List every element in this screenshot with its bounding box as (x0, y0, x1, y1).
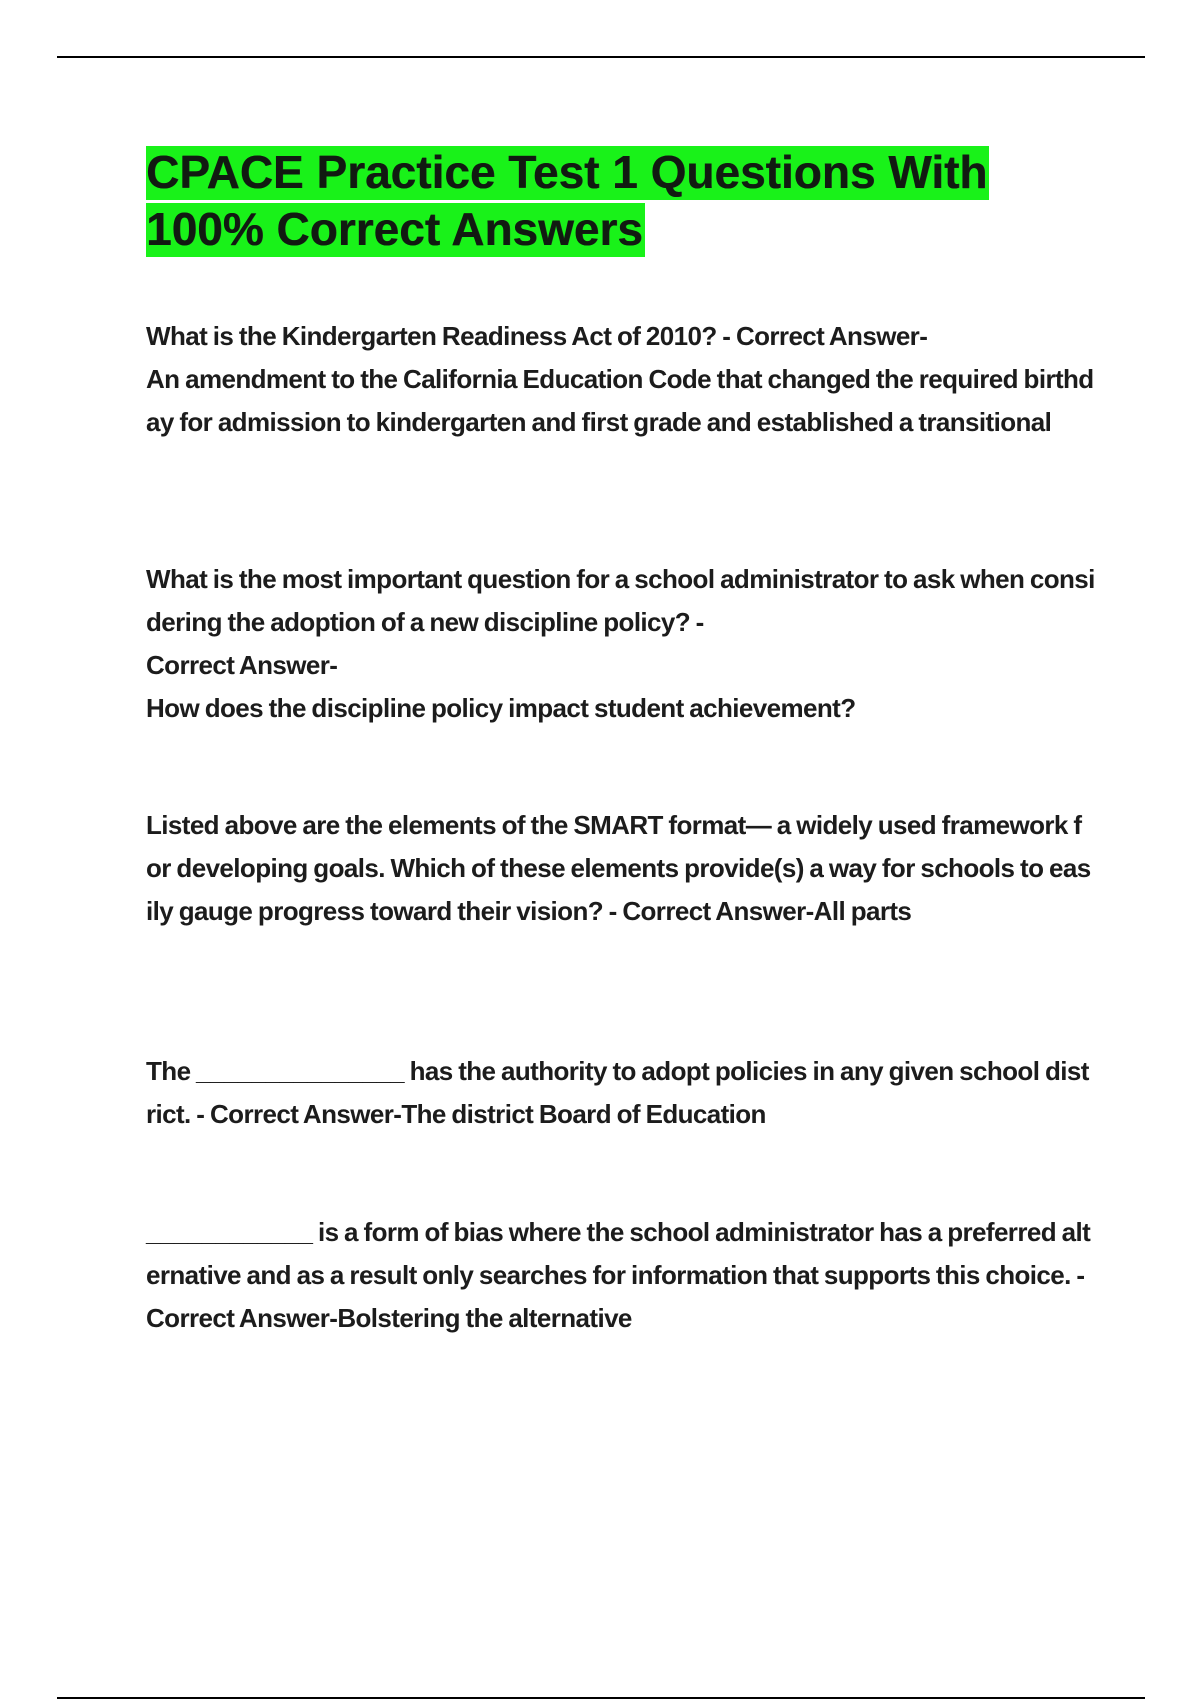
answer-label: Correct Answer- (735, 321, 928, 351)
answer-label: Correct Answer- (622, 896, 814, 926)
question-text: The _______________ has the authority to adopt policies in any given school district. - (146, 1056, 1089, 1129)
question-text: What is the Kindergarten Readiness Act of 2010? - (146, 321, 736, 351)
answer-text: The district Board of Education (401, 1099, 766, 1129)
answer-label: Correct Answer- (210, 1099, 402, 1129)
answer-text: An amendment to the California Education Code that changed the required birthday for admission to kindergarten and first grade and established a transitional (146, 364, 1094, 437)
qa-item-smart-format (146, 804, 1096, 933)
question-text: What is the most important question for a school administrator to ask when considering the adoption of a new discipline policy? - (146, 564, 1095, 637)
title-highlight: CPACE Practice Test 1 Questions With 100% Correct Answers (146, 146, 988, 255)
document-title (146, 144, 1076, 258)
answer-text: All parts (813, 896, 912, 926)
question-text: Listed above are the elements of the SMART format— a widely used framework for developing goals. Which of these elements provide(s) a way for schools to easily gauge progress toward their vision? - (146, 810, 1091, 926)
qa-item-discipline-policy (146, 558, 1096, 730)
answer-text: Bolstering the alternative (337, 1303, 632, 1333)
page-bottom-rule (57, 1697, 1145, 1699)
question-text: ____________ is a form of bias where the school administrator has a preferred alternative and as a result only searches for information that supports this choice. - (146, 1217, 1091, 1290)
answer-label: Correct Answer- (146, 650, 338, 680)
qa-item-board-of-education (146, 1050, 1096, 1136)
qa-item-kindergarten-readiness (146, 315, 1096, 444)
answer-label: Correct Answer- (146, 1303, 338, 1333)
qa-item-bolstering-alternative (146, 1211, 1096, 1340)
page-top-rule (57, 56, 1145, 58)
answer-text: How does the discipline policy impact student achievement? (146, 693, 856, 723)
